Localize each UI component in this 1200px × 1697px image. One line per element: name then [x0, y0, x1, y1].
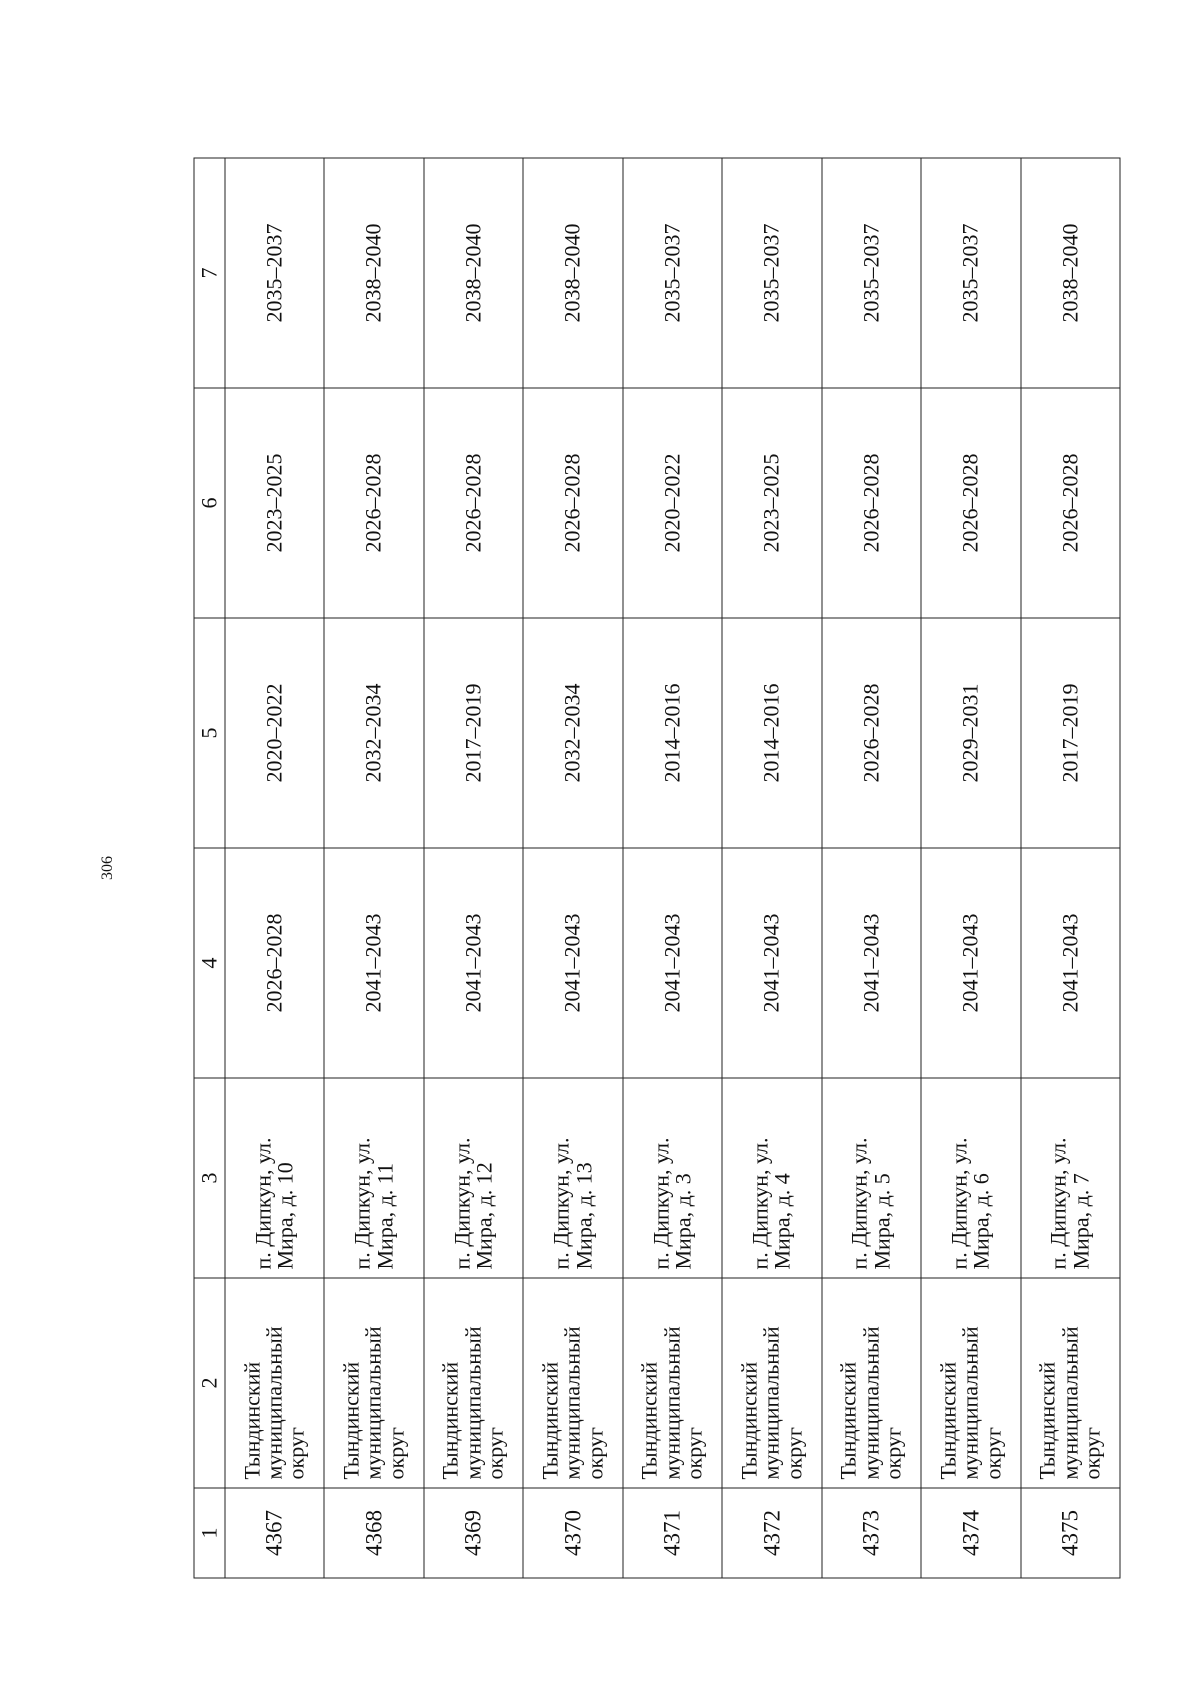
period-cell: 2020–2022	[225, 618, 324, 848]
table-row	[324, 158, 423, 1578]
region-cell: Тындинский муниципальный округ	[821, 1278, 920, 1488]
period-cell: 2038–2040	[423, 158, 522, 388]
period-cell: 2026–2028	[523, 388, 622, 618]
period-cell: 2026–2028	[821, 618, 920, 848]
row-number: 4370	[523, 1488, 622, 1578]
column-header: 2	[194, 1278, 225, 1488]
row-number: 4369	[423, 1488, 522, 1578]
table-row	[722, 158, 821, 1578]
region-cell: Тындинский муниципальный округ	[324, 1278, 423, 1488]
row-number: 4367	[225, 1488, 324, 1578]
period-cell: 2017–2019	[423, 618, 522, 848]
period-cell: 2041–2043	[324, 848, 423, 1078]
period-cell: 2023–2025	[225, 388, 324, 618]
address-cell: п. Дипкун, ул. Мира, д. 4	[722, 1078, 821, 1278]
address-cell: п. Дипкун, ул. Мира, д. 11	[324, 1078, 423, 1278]
table-row	[423, 158, 522, 1578]
period-cell: 2041–2043	[622, 848, 721, 1078]
period-cell: 2020–2022	[622, 388, 721, 618]
period-cell: 2017–2019	[1020, 618, 1120, 848]
period-cell: 2032–2034	[523, 618, 622, 848]
column-header: 7	[194, 158, 225, 388]
column-header: 4	[194, 848, 225, 1078]
table-header-row	[194, 158, 225, 1578]
period-cell: 2026–2028	[821, 388, 920, 618]
address-cell: п. Дипкун, ул. Мира, д. 13	[523, 1078, 622, 1278]
column-header: 6	[194, 388, 225, 618]
period-cell: 2035–2037	[225, 158, 324, 388]
row-number: 4375	[1020, 1488, 1120, 1578]
period-cell: 2035–2037	[622, 158, 721, 388]
period-cell: 2035–2037	[821, 158, 920, 388]
row-number: 4372	[722, 1488, 821, 1578]
rotated-table	[193, 158, 1120, 1578]
table-row	[225, 158, 324, 1578]
period-cell: 2029–2031	[921, 618, 1020, 848]
period-cell: 2035–2037	[722, 158, 821, 388]
period-cell: 2026–2028	[324, 388, 423, 618]
data-table	[193, 157, 1120, 1578]
period-cell: 2038–2040	[1020, 158, 1120, 388]
row-number: 4374	[921, 1488, 1020, 1578]
address-cell: п. Дипкун, ул. Мира, д. 10	[225, 1078, 324, 1278]
column-header: 1	[194, 1488, 225, 1578]
address-cell: п. Дипкун, ул. Мира, д. 7	[1020, 1078, 1120, 1278]
row-number: 4373	[821, 1488, 920, 1578]
period-cell: 2038–2040	[523, 158, 622, 388]
period-cell: 2038–2040	[324, 158, 423, 388]
table-row	[622, 158, 721, 1578]
period-cell: 2041–2043	[523, 848, 622, 1078]
region-cell: Тындинский муниципальный округ	[225, 1278, 324, 1488]
table-container	[193, 158, 1120, 1578]
period-cell: 2026–2028	[423, 388, 522, 618]
region-cell: Тындинский муниципальный округ	[921, 1278, 1020, 1488]
period-cell: 2035–2037	[921, 158, 1020, 388]
address-cell: п. Дипкун, ул. Мира, д. 6	[921, 1078, 1020, 1278]
table-row	[821, 158, 920, 1578]
table-row	[523, 158, 622, 1578]
row-number: 4371	[622, 1488, 721, 1578]
period-cell: 2041–2043	[1020, 848, 1120, 1078]
period-cell: 2032–2034	[324, 618, 423, 848]
period-cell: 2041–2043	[921, 848, 1020, 1078]
period-cell: 2041–2043	[722, 848, 821, 1078]
period-cell: 2014–2016	[722, 618, 821, 848]
period-cell: 2026–2028	[225, 848, 324, 1078]
page-number: 306	[99, 856, 116, 880]
region-cell: Тындинский муниципальный округ	[622, 1278, 721, 1488]
period-cell: 2041–2043	[821, 848, 920, 1078]
region-cell: Тындинский муниципальный округ	[523, 1278, 622, 1488]
table-row	[1020, 158, 1120, 1578]
address-cell: п. Дипкун, ул. Мира, д. 5	[821, 1078, 920, 1278]
column-header: 3	[194, 1078, 225, 1278]
address-cell: п. Дипкун, ул. Мира, д. 12	[423, 1078, 522, 1278]
column-header: 5	[194, 618, 225, 848]
period-cell: 2041–2043	[423, 848, 522, 1078]
table-row	[921, 158, 1020, 1578]
region-cell: Тындинский муниципальный округ	[423, 1278, 522, 1488]
address-cell: п. Дипкун, ул. Мира, д. 3	[622, 1078, 721, 1278]
region-cell: Тындинский муниципальный округ	[1020, 1278, 1120, 1488]
period-cell: 2014–2016	[622, 618, 721, 848]
period-cell: 2023–2025	[722, 388, 821, 618]
period-cell: 2026–2028	[1020, 388, 1120, 618]
period-cell: 2026–2028	[921, 388, 1020, 618]
row-number: 4368	[324, 1488, 423, 1578]
region-cell: Тындинский муниципальный округ	[722, 1278, 821, 1488]
